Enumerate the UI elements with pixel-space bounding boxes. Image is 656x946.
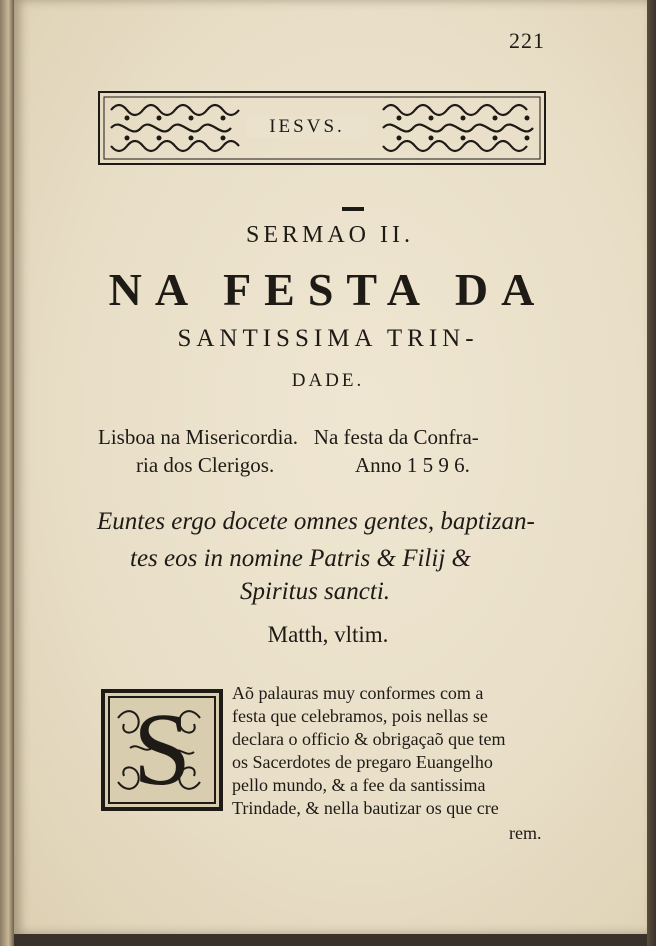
title-line-2: SANTISSIMA TRIN- xyxy=(177,325,479,352)
title-line-1: NA FESTA DA xyxy=(108,264,548,315)
sermon-number: SERMAO II. xyxy=(245,222,414,248)
epigraph-line-3: Spiritus sancti. xyxy=(240,578,391,605)
page-edge-right xyxy=(647,0,656,946)
body-line-7: rem. xyxy=(509,823,542,843)
epigraph-line-1: Euntes ergo docete omnes gentes, baptizan- xyxy=(97,508,535,535)
facing-page-edge xyxy=(0,0,14,946)
initial-letter: S xyxy=(133,692,191,807)
decorated-initial xyxy=(100,688,224,812)
title-line-3: DADE. xyxy=(291,370,365,391)
body-line-6: Trindade, & nella bautizar os que cre xyxy=(232,798,499,818)
headpiece-title: IESVS. xyxy=(247,116,367,138)
ornamental-headpiece xyxy=(97,90,547,166)
body-line-5: pello mundo, & a fee da santissima xyxy=(232,775,486,795)
body-line-3: declara o officio & obrigaçaõ que tem xyxy=(232,729,506,749)
occasion-line-1: Lisboa na Misericordia. Na festa da Confra- xyxy=(98,425,479,449)
occasion-line-2: ria dos Clerigos. xyxy=(136,453,275,477)
body-line-1: Aõ palauras muy conformes com a xyxy=(232,683,484,703)
epigraph-line-2: tes eos in nomine Patris & Filij & xyxy=(130,545,471,572)
occasion-year: Anno 1 5 9 6. xyxy=(355,453,470,477)
page-number: 221 xyxy=(509,28,545,53)
body-line-2: festa que celebramos, pois nellas se xyxy=(232,706,488,726)
body-line-4: os Sacerdotes de pregaro Euangelho xyxy=(232,752,493,772)
scripture-citation: Matth, vltim. xyxy=(267,622,389,647)
tilde-mark xyxy=(342,207,364,211)
page-edge-bottom xyxy=(14,934,647,946)
